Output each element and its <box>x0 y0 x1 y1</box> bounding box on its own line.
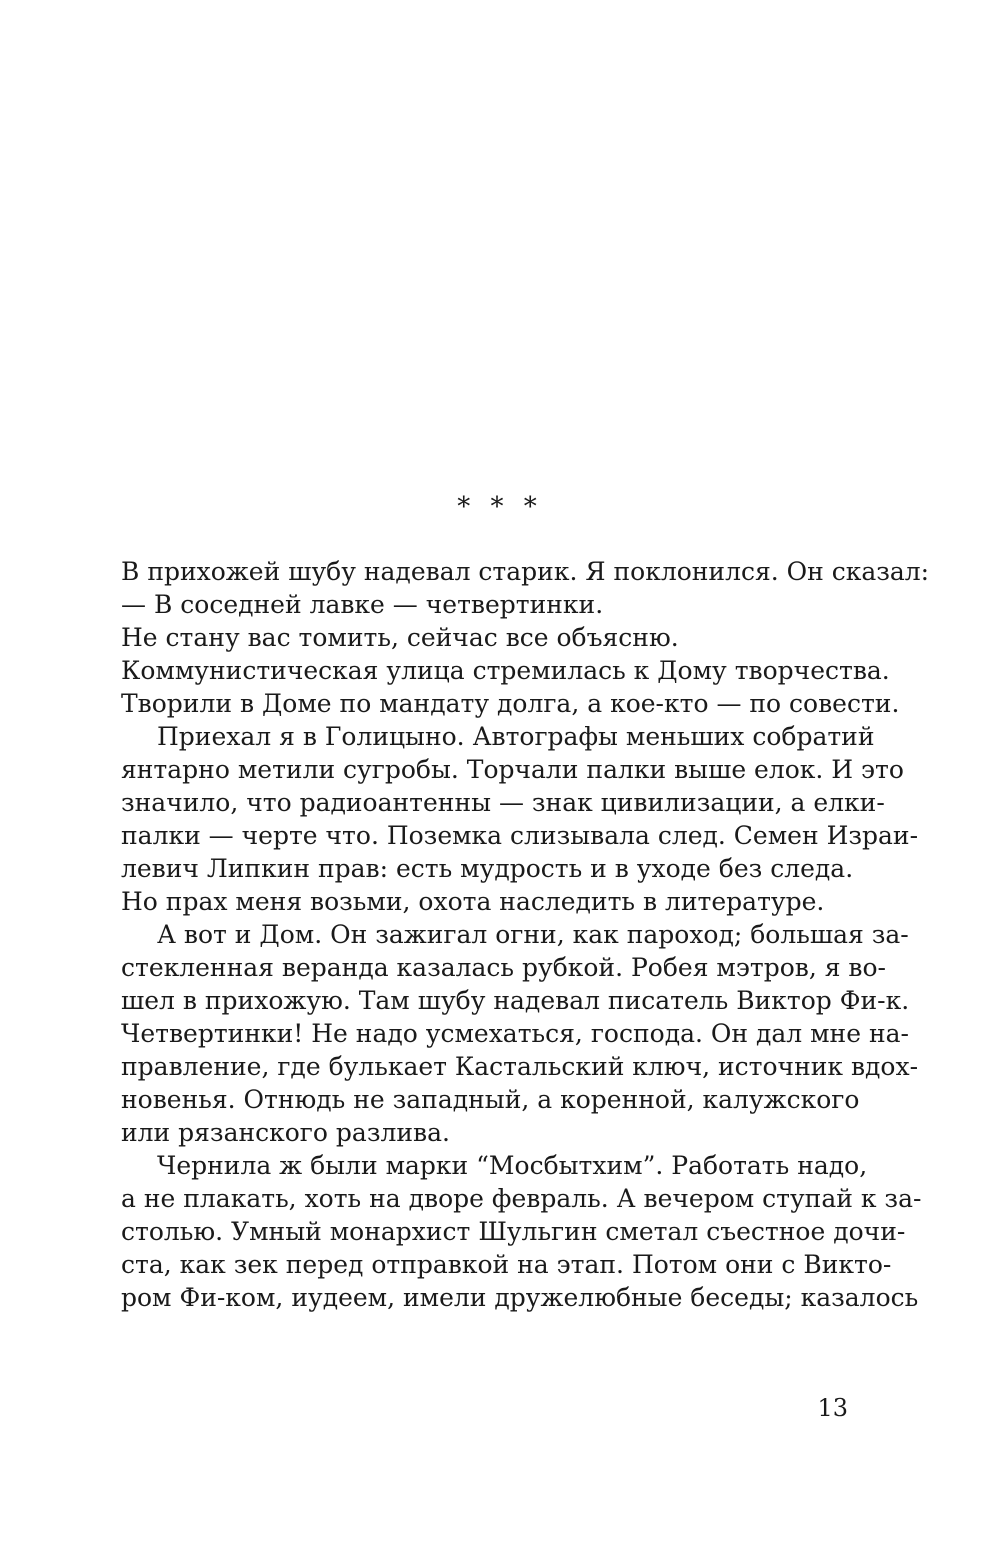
text-line: В прихожей шубу надевал старик. Я поклонился. Он сказал: <box>121 557 930 586</box>
text-line: Коммунистическая улица стремилась к Дому творчества. <box>121 656 890 685</box>
text-line: новенья. Отнюдь не западный, а коренной, калужского <box>121 1085 860 1114</box>
text-line: — В соседней лавке — четвертинки. <box>121 590 604 619</box>
text-line: палки — черте что. Поземка слизывала след. Семен Израи- <box>121 821 919 850</box>
text-line: Творили в Доме по мандату долга, а кое-кто — по совести. <box>121 689 900 718</box>
section-separator: * * * <box>457 492 543 522</box>
text-line: шел в прихожую. Там шубу надевал писатель Виктор Фи-к. <box>121 986 910 1015</box>
text-line: Четвертинки! Не надо усмехаться, господа. Он дал мне на- <box>121 1019 909 1048</box>
text-line: а не плакать, хоть на дворе февраль. А вечером ступай к за- <box>121 1184 922 1213</box>
text-line: Но прах меня возьми, охота наследить в литературе. <box>121 887 825 916</box>
text-line: или рязанского разлива. <box>121 1118 450 1147</box>
text-line: А вот и Дом. Он зажигал огни, как пароход; большая за- <box>157 920 909 949</box>
text-line: левич Липкин прав: есть мудрость и в уходе без следа. <box>121 854 854 883</box>
text-line: стекленная веранда казалась рубкой. Робея мэтров, я во- <box>121 953 887 982</box>
text-line: Не стану вас томить, сейчас все объясню. <box>121 623 679 652</box>
text-line: ром Фи-ком, иудеем, имели дружелюбные беседы; казалось <box>121 1283 919 1312</box>
text-line: столью. Умный монархист Шульгин сметал съестное дочи- <box>121 1217 906 1246</box>
text-line: янтарно метили сугробы. Торчали палки выше елок. И это <box>121 755 904 784</box>
text-line: Приехал я в Голицыно. Автографы меньших собратий <box>157 722 875 751</box>
text-line: ста, как зек перед отправкой на этап. Потом они с Викто- <box>121 1250 892 1279</box>
page-number: 13 <box>817 1394 848 1422</box>
text-line: правление, где булькает Кастальский ключ, источник вдох- <box>121 1052 919 1081</box>
body-text <box>121 555 930 1314</box>
text-line: Чернила ж были марки “Мосбытхим”. Работать надо, <box>157 1151 868 1180</box>
text-line: значило, что радиоантенны — знак цивилизации, а елки- <box>121 788 885 817</box>
